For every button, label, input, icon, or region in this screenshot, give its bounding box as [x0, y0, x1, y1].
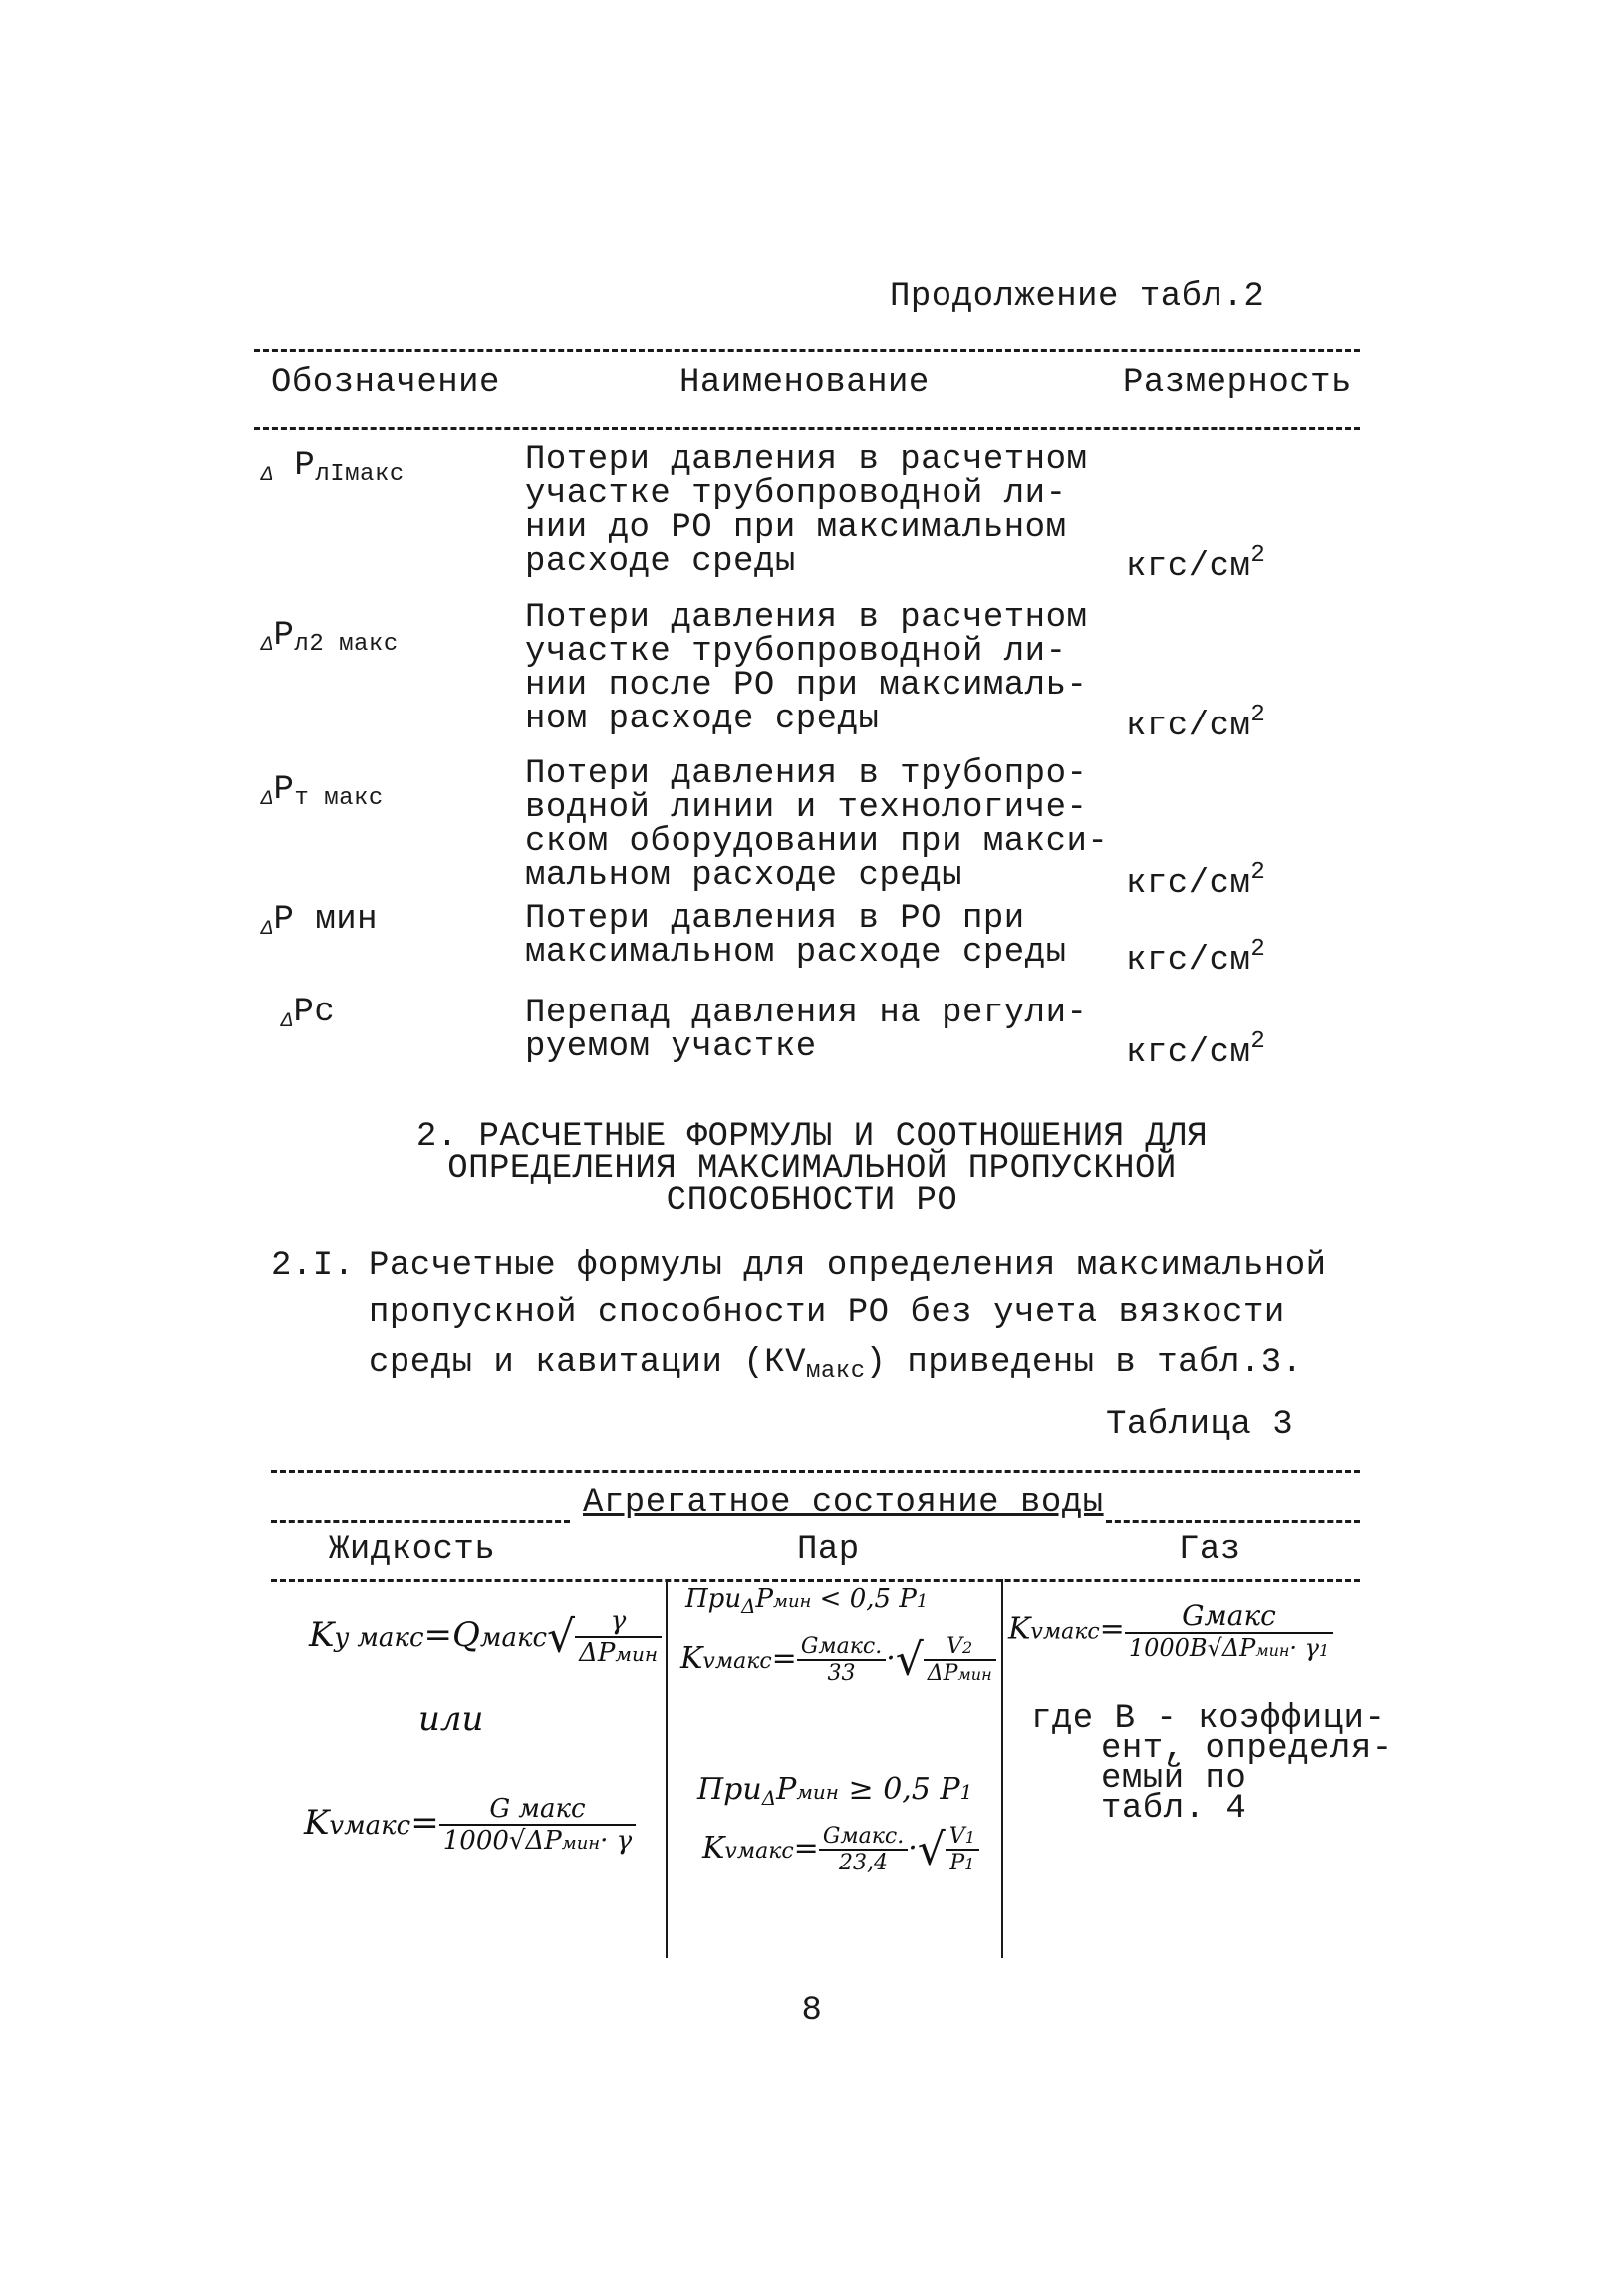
table2-header-designation: Обозначение: [271, 364, 500, 402]
steam-formula-2: Kvмакс= $\frac{\text{Gмакс.}}{23,4}$ ·√ $\frac{V1}{P1}$: [702, 1824, 979, 1875]
table3-header-gas: Газ: [1179, 1531, 1241, 1569]
table2-header-rule: [254, 427, 1360, 430]
liquid-or: или: [418, 1699, 484, 1739]
row3-symbol: $\Delta Р_{т макс}$: [261, 771, 384, 812]
table3-divider-1: [666, 1579, 668, 1958]
row4-unit: кгс/$см^2$: [1126, 936, 1266, 980]
row1-unit: кгс/$см^2$: [1126, 542, 1266, 586]
gas-note: где В - коэффици- ент, определя- емый по табл. 4: [1031, 1700, 1393, 1828]
table3-top-rule: [271, 1470, 1360, 1473]
gas-formula: Kvмакс= $\frac{\text{Gмакс}}{\text{1000B√ΔPмин· γ1}}$: [1008, 1599, 1333, 1662]
steam-formula-1: Kvмакс= $\frac{\text{Gмакс.}}{33}$ ·√ $\frac{V2}{\text{ΔPмин}}$: [680, 1634, 996, 1686]
table2-header-unit: Размерность: [1123, 364, 1352, 402]
row2-unit: кгс/$см^2$: [1126, 702, 1266, 745]
para-line-3: среды и кавитации $(КV_{макс})$ приведены в табл.3.: [369, 1344, 1303, 1385]
para-number: 2.I.: [271, 1247, 355, 1285]
para-line-1: Расчетные формулы для определения максимальной: [369, 1247, 1327, 1285]
row3-unit: кгс/$см^2$: [1126, 859, 1266, 903]
table3-group-header: Агрегатное состояние воды: [583, 1484, 1104, 1522]
table3-header-liquid: Жидкость: [329, 1531, 496, 1569]
table3-group-rule-right: [1106, 1520, 1360, 1523]
page-number: 8: [801, 1992, 823, 2030]
row4-name: Потери давления в РО при максимальном расходе среды: [525, 900, 1067, 972]
row5-name: Перепад давления на регули- руемом участке: [525, 995, 1088, 1066]
table3-divider-2: [1001, 1579, 1003, 1958]
table2-header-name: Наименование: [679, 364, 930, 402]
table3-header-rule: [271, 1579, 1360, 1582]
continuation-label: Продолжение табл.2: [890, 278, 1265, 316]
table3-group-rule-left: [271, 1520, 570, 1523]
steam-condition-2: При$_\Delta$Pмин ≥ 0,5 P1: [697, 1772, 973, 1810]
steam-condition-1: При$_\Delta$Pмин < 0,5 P1: [685, 1584, 929, 1618]
liquid-formula-2: Kvмакс= $\frac{\text{G макс}}{\text{1000√ΔPмин· γ}}$: [304, 1794, 636, 1856]
row4-symbol: ΔР мин: [261, 901, 379, 941]
table3-header-steam: Пар: [797, 1531, 860, 1569]
para-line-2: пропускной способности РО без учета вязкости: [369, 1294, 1285, 1332]
table2-top-rule: [254, 349, 1360, 352]
row5-symbol: ΔРс: [281, 994, 336, 1033]
liquid-formula-1: Ky макс=Qмакс√ $\frac{\gamma}{\text{ΔPмин}}$: [309, 1606, 662, 1668]
section2-heading: 2. РАСЧЕТНЫЕ ФОРМУЛЫ И СООТНОШЕНИЯ ДЛЯ ОПРЕДЕЛЕНИЯ МАКСИМАЛЬНОЙ ПРОПУСКНОЙ СПОСОБНОСТИ РО: [415, 1118, 1209, 1220]
table3-label: Таблица 3: [1106, 1406, 1294, 1444]
row3-name: Потери давления в трубопро- водной линии и технологиче- ском оборудовании при макси- мальном расходе среды: [525, 755, 1109, 895]
row2-symbol: $\Delta Р_{л2 макс}$: [261, 617, 399, 658]
row1-symbol: Δ $Р_{лIмакс}$: [261, 447, 405, 488]
row5-unit: кгс/$см^2$: [1126, 1028, 1266, 1072]
row1-name: Потери давления в расчетном участке трубопроводной ли- нии до РО при максимальном расходе среды: [525, 441, 1088, 581]
row2-name: Потери давления в расчетном участке трубопроводной ли- нии после РО при максималь- ном расходе среды: [525, 599, 1088, 738]
